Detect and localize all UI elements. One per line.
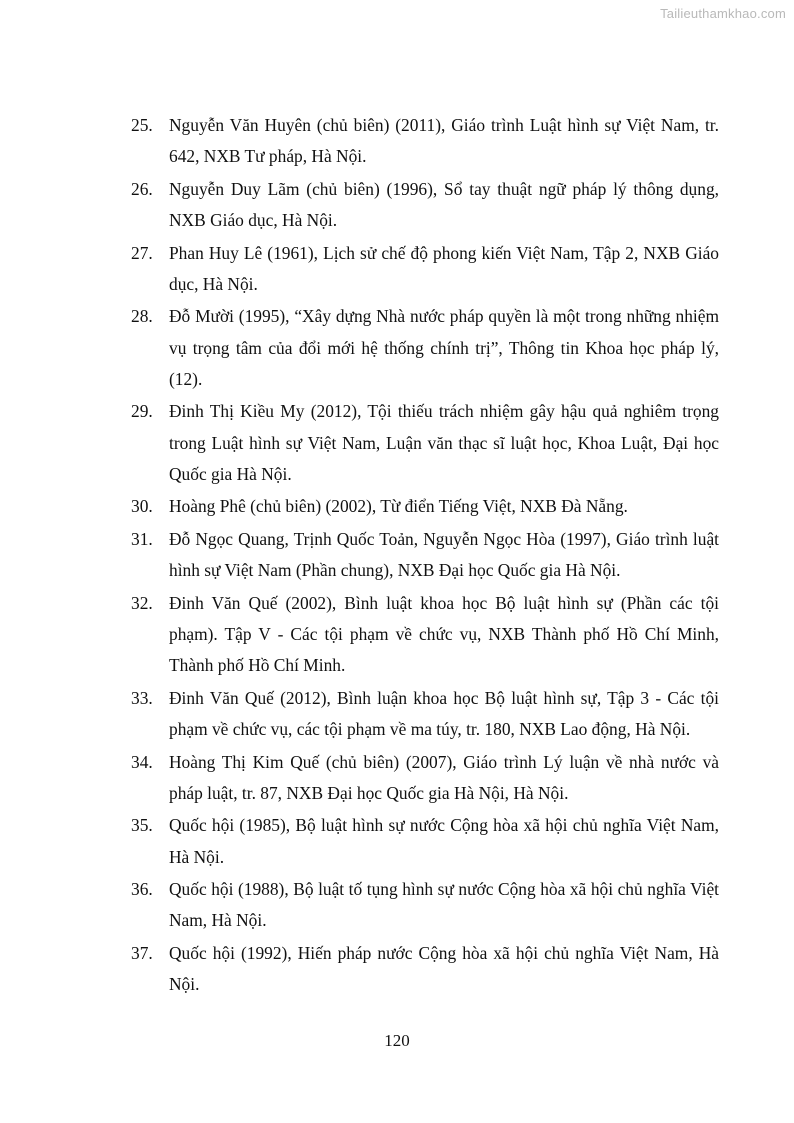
reference-text: Nguyễn Văn Huyên (chủ biên) (2011), Giáo trình Luật hình sự Việt Nam, tr. 642, NXB Tư pháp, Hà Nội. xyxy=(169,115,719,167)
page-number: 120 xyxy=(384,1031,410,1050)
reference-item xyxy=(131,110,719,172)
reference-number: 29. xyxy=(131,401,153,422)
reference-item xyxy=(131,747,719,809)
reference-number: 26. xyxy=(131,178,153,199)
reference-item xyxy=(131,874,719,936)
reference-number: 32. xyxy=(131,592,153,613)
reference-text: Đinh Văn Quế (2002), Bình luật khoa học Bộ luật hình sự (Phần các tội phạm). Tập V - Các tội phạm về chức vụ, NXB Thành phố Hồ Chí Minh, Thành phố Hồ Chí Minh. xyxy=(169,592,719,676)
reference-item xyxy=(131,938,719,1000)
reference-text: Phan Huy Lê (1961), Lịch sử chế độ phong kiến Việt Nam, Tập 2, NXB Giáo dục, Hà Nội. xyxy=(169,242,719,294)
reference-number: 34. xyxy=(131,751,153,772)
reference-text: Quốc hội (1988), Bộ luật tố tụng hình sự nước Cộng hòa xã hội chủ nghĩa Việt Nam, Hà Nội. xyxy=(169,879,719,931)
reference-text: Quốc hội (1992), Hiến pháp nước Cộng hòa xã hội chủ nghĩa Việt Nam, Hà Nội. xyxy=(169,942,719,995)
reference-item xyxy=(131,810,719,872)
reference-text: Đinh Thị Kiều My (2012), Tội thiếu trách nhiệm gây hậu quả nghiêm trọng trong Luật hình sự Việt Nam, Luận văn thạc sĩ luật học, Khoa Luật, Đại học Quốc gia Hà Nội. xyxy=(169,401,719,484)
reference-item xyxy=(131,588,719,682)
watermark-text: Tailieuthamkhao.com xyxy=(660,6,786,21)
reference-text: Quốc hội (1985), Bộ luật hình sự nước Cộng hòa xã hội chủ nghĩa Việt Nam, Hà Nội. xyxy=(169,815,719,867)
reference-item xyxy=(131,301,719,395)
reference-text: Hoàng Thị Kim Quế (chủ biên) (2007), Giáo trình Lý luận về nhà nước và pháp luật, tr. 87, NXB Đại học Quốc gia Hà Nội, Hà Nội. xyxy=(169,751,719,803)
reference-item xyxy=(131,683,719,745)
reference-number: 25. xyxy=(131,115,153,135)
reference-item xyxy=(131,174,719,236)
reference-text: Đinh Văn Quế (2012), Bình luận khoa học Bộ luật hình sự, Tập 3 - Các tội phạm về chức vụ, các tội phạm về ma túy, tr. 180, NXB Lao động, Hà Nội. xyxy=(169,687,719,739)
reference-number: 35. xyxy=(131,815,153,836)
reference-text: Đỗ Mười (1995), “Xây dựng Nhà nước pháp quyền là một trong những nhiệm vụ trọng tâm của đổi mới hệ thống chính trị”, Thông tin Khoa học pháp lý, (12). xyxy=(169,306,719,389)
reference-list xyxy=(131,110,719,1002)
reference-item xyxy=(131,524,719,586)
reference-number: 31. xyxy=(131,528,153,549)
reference-item xyxy=(131,238,719,300)
reference-number: 30. xyxy=(131,496,153,517)
reference-text: Đỗ Ngọc Quang, Trịnh Quốc Toản, Nguyễn Ngọc Hòa (1997), Giáo trình luật hình sự Việt Nam (Phần chung), NXB Đại học Quốc gia Hà Nội. xyxy=(169,528,719,581)
reference-number: 36. xyxy=(131,879,153,900)
reference-number: 28. xyxy=(131,306,153,327)
reference-number: 33. xyxy=(131,687,153,708)
reference-text: Nguyễn Duy Lãm (chủ biên) (1996), Sổ tay thuật ngữ pháp lý thông dụng, NXB Giáo dục, Hà Nội. xyxy=(169,178,719,230)
reference-text: Hoàng Phê (chủ biên) (2002), Từ điển Tiếng Việt, NXB Đà Nẵng. xyxy=(169,496,628,517)
reference-number: 37. xyxy=(131,942,153,963)
reference-item xyxy=(131,491,719,522)
reference-item xyxy=(131,396,719,490)
reference-number: 27. xyxy=(131,242,153,263)
